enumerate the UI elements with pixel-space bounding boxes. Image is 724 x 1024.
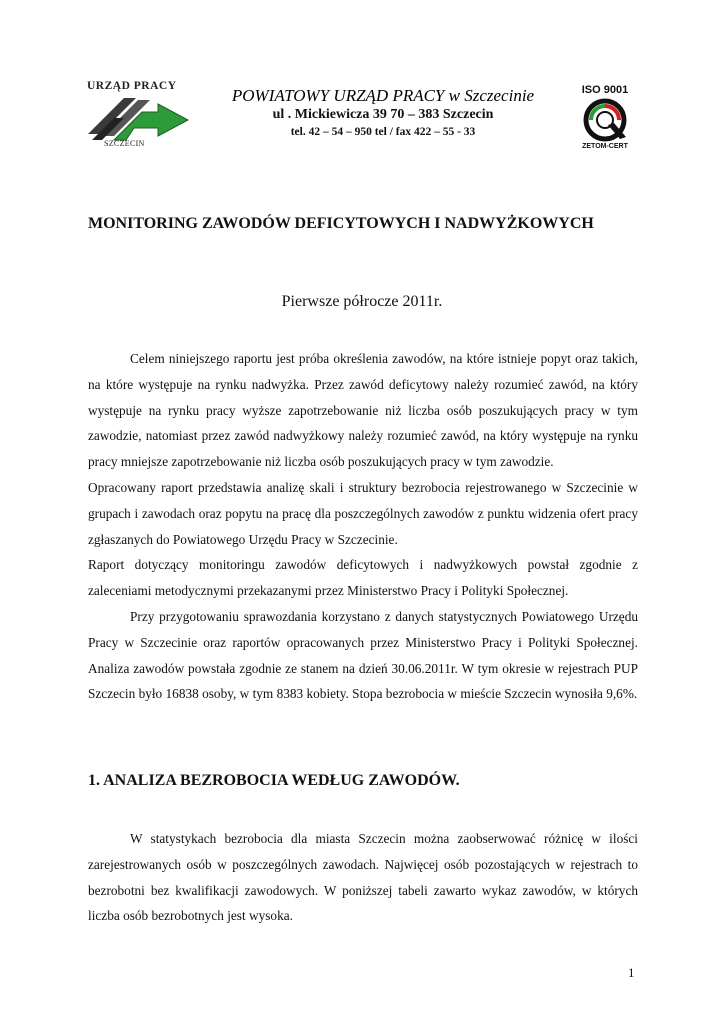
section-heading: 1. ANALIZA BEZROBOCIA WEDŁUG ZAWODÓW.: [88, 772, 460, 789]
iso-label: ISO 9001: [581, 84, 629, 96]
iso-certificate-badge: [574, 84, 636, 156]
office-phone: tel. 42 – 54 – 950 tel / fax 422 – 55 - 33: [290, 126, 476, 138]
document-subtitle: Pierwsze półrocze 2011r.: [281, 293, 443, 310]
intro-paragraph: Przy przygotowaniu sprawozdania korzystano z danych statystycznych Powiatowego Urzędu Pracy w Szczecinie oraz raportów opracowanych przez Ministerstwo Pracy i Polityki Społecznej. Analiza zawodów powstała zgodnie ze stanem na dzień 30.06.2011r. W tym okresie w rejestrach PUP Szczecin było 16838 osoby, w tym 8383 kobiety. Stopa bezrobocia w mieście Szczecin wynosiła 9,6%.: [88, 608, 638, 702]
page-number: 1: [628, 965, 635, 980]
cert-label: ZETOM-CERT: [582, 143, 628, 150]
document-title: MONITORING ZAWODÓW DEFICYTOWYCH I NADWYŻKOWYCH: [88, 215, 594, 232]
section-text: [88, 826, 638, 929]
iso-q-icon: [582, 97, 628, 143]
office-address: ul . Mickiewicza 39 70 – 383 Szczecin: [272, 107, 494, 122]
office-logo: [84, 80, 194, 152]
office-name: POWIATOWY URZĄD PRACY w Szczecinie: [231, 86, 535, 105]
logo-bottom-text: SZCZECIN: [104, 139, 145, 148]
intro-text: [88, 346, 638, 707]
intro-paragraph: Raport dotyczący monitoringu zawodów deficytowych i nadwyżkowych powstał zgodnie z zaleceniami metodycznymi przekazanymi przez Ministerstwo Pracy i Polityki Społecznej.: [88, 557, 638, 599]
section-paragraph: W statystykach bezrobocia dla miasta Szczecin można zaobserwować różnicę w ilości zarejestrowanych osób w poszczególnych zawodach. Najwięcej osób pozostających w rejestrach to bezrobotni bez kwalifikacji zawodowych. W poniższej tabeli zawarto wykaz zawodów, w których liczba osób bezrobotnych jest wysoka.: [88, 831, 638, 924]
logo-arrows-icon: [84, 90, 194, 142]
logo-top-text: URZĄD PRACY: [87, 80, 177, 92]
intro-paragraph: Opracowany raport przedstawia analizę skali i struktury bezrobocia rejestrowanego w Szczecinie w grupach i zawodach oraz popytu na pracę dla poszczególnych zawodów z punktu widzenia ofert pracy zgłaszanych do Powiatowego Urzędu Pracy w Szczecinie.: [88, 479, 638, 547]
intro-paragraph: Celem niniejszego raportu jest próba określenia zawodów, na które istnieje popyt oraz takich, na które występuje na rynku nadwyżka. Przez zawód deficytowy należy rozumieć zawód, na który występuje na rynku pracy wyższe zapotrzebowanie niż liczba osób poszukujących pracy w tym zawodzie, natomiast przez zawód nadwyżkowy należy rozumieć zawód, na który występuje na rynku pracy mniejsze zapotrzebowanie niż liczba osób poszukujących pracy w tym zawodzie.: [88, 351, 638, 470]
